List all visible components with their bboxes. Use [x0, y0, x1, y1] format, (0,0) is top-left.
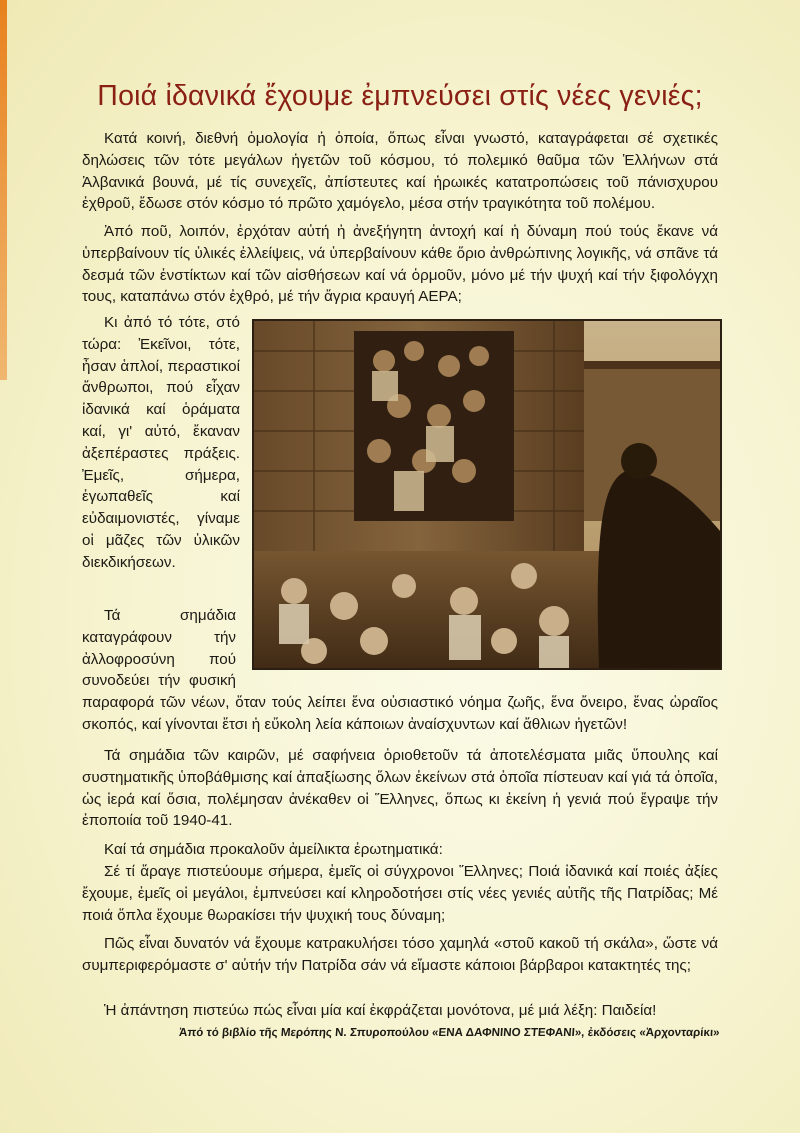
page-edge-accent-bar [0, 0, 7, 380]
paragraph-answer: Ἡ ἀπάντηση πιστεύω πώς εἶναι μία καί ἐκφράζεται μονότονα, μέ μιά λέξη: Παιδεία! [104, 1002, 657, 1019]
paragraph-intro: Κατά κοινή, διεθνή ὁμολογία ἡ ὁποία, ὅπως εἶναι γνωστό, καταγράφεται σέ σχετικές δηλώσεις τῶν τότε μεγάλων ἡγετῶν τοῦ κόσμου, τό πολεμικό θαῦμα τῶν Ἑλλήνων στά Ἀλβανικά βουνά, μέ τίς συνεχεῖς, ἀπίστευτες καί ἡρωικές κατατροπώσεις τοῦ πάνισχυρου ἐχθροῦ, ἔδωσε στόν κόσμο τό πρῶτο χαμόγελο, μέσα στήν τραγικότητα τοῦ πολέμου. [82, 130, 718, 213]
source-credit: Ἀπό τό βιβλίο τῆς Μερόπης Ν. Σπυροπούλου «ΕΝΑ ΔΑΦΝΙΝΟ ΣΤΕΦΑΝΙ», ἐκδόσεις «Ἀρχονταρίκι» [178, 1026, 721, 1039]
paragraph-signs-of-times: Τά σημάδια τῶν καιρῶν, μέ σαφήνεια ὁριοθετοῦν τά ἀποτελέσματα μιᾶς ὕπουλης καί συστηματικῆς ὑποβάθμισης καί ἀπαξίωσης ὅλων ἐκείνων στά ὁποῖα πίστευαν καί γιά τά ὁποῖα, ὡς ἱερά καί ὅσια, πολέμησαν ἀνέκαθεν οἱ Ἕλληνες, ὅπως κι ἐκείνη ἡ γενιά πού ἔγραψε τήν ἐποποιία τοῦ 1940-41. [82, 747, 718, 830]
side-column-text [82, 312, 240, 574]
paragraph-how-possible: Πῶς εἶναι δυνατόν νά ἔχουμε κατρακυλήσει τόσο χαμηλά «στοῦ κακοῦ τή σκάλα», ὥστε νά συμπεριφερόμαστε σ' αὐτήν τήν Πατρίδα σάν νά εἴμαστε κάποιοι βάρβαροι κατακτητές της; [82, 935, 718, 974]
paragraph-question: Ἀπό ποῦ, λοιπόν, ἐρχόταν αὐτή ἡ ἀνεξήγητη ἀντοχή καί ἡ δύναμη πού τούς ἔκανε νά ὑπερβαίνουν τίς ὑλικές ἐλλείψεις, νά ὑπερβαίνουν κάθε ὅριο ἀνθρώπινης λογικῆς, νά σπᾶνε τά δεσμά τῶν ἐνστίκτων καί τῶν αἰσθήσεων καί νά ὁρμοῦν, μόνο μέ τήν ψυχή καί τήν ξιφολόγχη τους, καταπάνω στόν ἐχθρό, μέ τήν ἄγρια κραυγή ΑΕΡΑ; [82, 223, 718, 306]
paragraph-signs [82, 605, 718, 736]
paragraph-signs-text: Τά σημάδια καταγράφουν τήν ἀλλοφροσύνη πού συνοδεύει τήν φυσική παραφορά τῶν νέων, ὅταν τούς λείπει ἕνα οὐσιαστικό νόημα ζωῆς, ἕνα ὄνειρο, ἕνας ὡραῖος σκοπός, καί γίνονται ἔτσι ἡ εὔκολη λεία κάποιων ἀναίσχυντων καί ἄθλιων ἡγετῶν! [82, 607, 718, 733]
side-paragraph-then-now: Κι ἀπό τό τότε, στό τώρα: Ἐκεῖνοι, τότε, ἦσαν ἁπλοί, περαστικοί ἄνθρωποι, πού εἶχαν ἰδανικά καί ὁράματα καί, γι' αὐτό, ἔκαναν ἀξεπέραστες πράξεις. Ἐμεῖς, σήμερα, ἐγωπαθεῖς καί εὐδαιμονιστές, γίναμε οἱ μᾶζες τῶν ὑλικῶν διεκδικήσεων. [82, 314, 240, 571]
paragraph-what-we-believe: Σέ τί ἄραγε πιστεύουμε σήμερα, ἐμεῖς οἱ σύγχρονοι Ἕλληνες; Ποιά ἰδανικά καί ποιές ἀξίες ἔχουμε, ἐμεῖς οἱ μεγάλοι, ἐμπνεύσει καί κληροδοτήσει στίς νέες γενιές αὐτῆς τῆς Πατρίδας; Μέ ποιά ὅπλα ἔχουμε θωρακίσει τήν ψυχική τους δύναμη; [82, 863, 718, 924]
paragraph-questions-intro: Καί τά σημάδια προκαλοῦν ἀμείλικτα ἐρωτηματικά: [104, 841, 443, 858]
page-title: Ποιά ἰδανικά ἔχουμε ἐμπνεύσει στίς νέες γενιές; [97, 80, 703, 112]
